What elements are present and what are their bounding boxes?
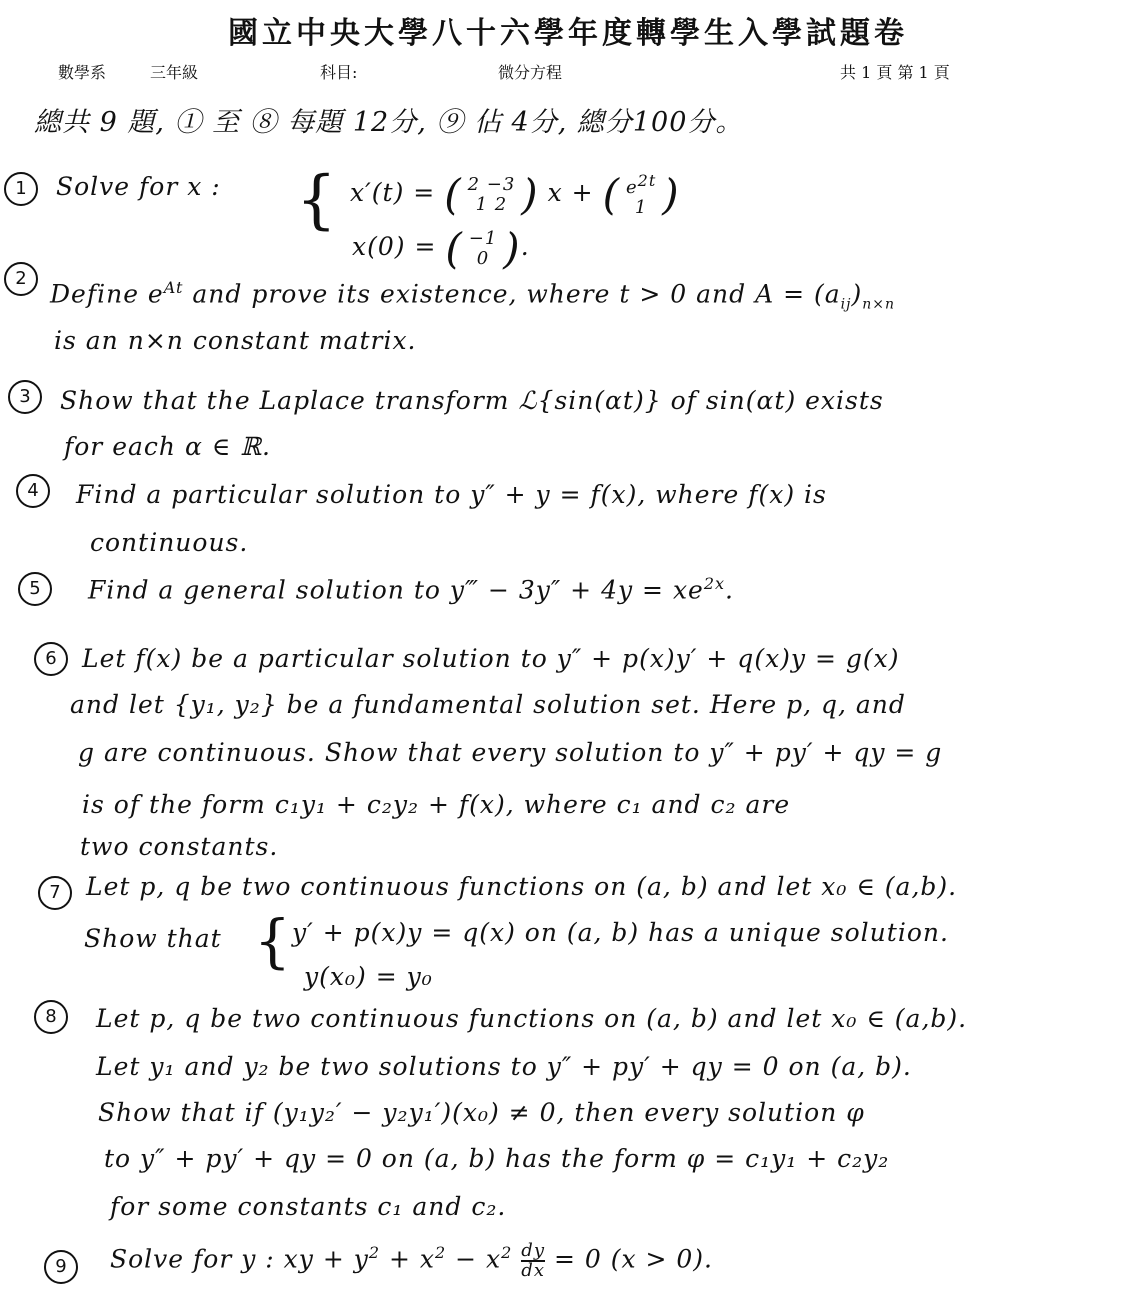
q7-line-2: y′ + p(x)y = q(x) on (a, b) has a unique solution. [292,918,949,947]
q7-line-3: y(x₀) = y₀ [304,962,433,991]
question-number-2: 2 [4,262,38,296]
q9-frac-denominator: dx [521,1260,545,1281]
q9-line-1 [110,1242,713,1280]
q8-line-1: Let p, q be two continuous functions on (a, b) and let x₀ ∈ (a,b). [96,1004,968,1033]
q8-line-5: for some constants c₁ and c₂. [110,1192,507,1221]
q1-eq1-mid: x + [547,178,594,207]
q1-init-row-1: −1 [468,227,498,249]
q9-frac-numerator: dy [521,1240,545,1261]
q9-text-a: Solve for y : xy + y [110,1244,369,1274]
q6-line-3: g are continuous. Show that every solution to y″ + py′ + qy = g [78,738,943,767]
q3-line-1: Show that the Laplace transform ℒ{sin(αt)} of sin(αt) exists [60,386,884,415]
q2-size-subscript: n×n [862,296,895,313]
grade-label: 三年級 [150,63,199,82]
q6-line-2: and let {y₁, y₂} be a fundamental solution set. Here p, q, and [70,690,906,719]
q9-text-b: + x [380,1244,436,1274]
q1-matrix-row-1: 2 −3 [467,173,516,195]
exam-title: 國立中央大學八十六學年度轉學生入學試題卷 [228,16,908,51]
q5-line-1 [88,574,734,604]
q1-matrix-row-2: 1 2 [475,193,508,215]
question-number-9: 9 [44,1250,78,1284]
q2-exponent: At [163,278,184,297]
q7-line-1: Let p, q be two continuous functions on (a, b) and let x₀ ∈ (a,b). [86,872,958,901]
q8-line-2: Let y₁ and y₂ be two solutions to y″ + py′ + qy = 0 on (a, b). [96,1052,912,1081]
q8-line-4: to y″ + py′ + qy = 0 on (a, b) has the form φ = c₁y₁ + c₂y₂ [104,1144,890,1173]
q1-equation-1: x′(t) = ( 2 −3 1 2 ) x + ( e2t 1 ) [350,170,680,219]
question-number-8: 8 [34,1000,68,1034]
q4-line-2: continuous. [90,528,249,557]
q3-line-2: for each α ∈ ℝ. [64,432,271,461]
question-number-6: 6 [34,642,68,676]
q1-matrix [468,175,516,215]
q1-vector-row-2: 1 [634,197,648,218]
q9-exp-2: 2 [435,1243,447,1263]
subject-label: 科目: [320,63,358,82]
q1-equation-2: x(0) = ( −1 0 ). [352,224,530,273]
q2-line-2: is an n×n constant matrix. [54,326,417,355]
q6-line-5: two constants. [80,832,279,861]
q1-vector-row-1: e [625,177,638,198]
q2-line-1 [50,278,895,312]
q1-eq1-lhs: x′(t) = [350,178,436,207]
q9-text-d: = 0 (x > 0). [545,1244,713,1274]
instructions: 總共 9 題, ① 至 ⑧ 每題 12分, ⑨ 佔 4分, 總分100分。 [34,107,744,138]
q1-eq2-lhs: x(0) = [352,232,437,261]
q2-text-a: Define e [50,279,164,309]
q9-exp-3: 2 [501,1243,513,1263]
q4-line-1: Find a particular solution to y″ + y = f(x), where f(x) is [76,480,827,509]
question-number-5: 5 [18,572,52,606]
question-number-1: 1 [4,172,38,206]
q2-text-c: ) [851,279,863,309]
q5-exponent: 2x [703,574,726,593]
q1-brace: { [296,163,337,237]
subject-name: 微分方程 [498,63,563,82]
q9-exp-1: 2 [368,1243,381,1263]
q9-text-c: − x [446,1244,502,1274]
q2-subscript: ij [840,296,852,313]
question-number-7: 7 [38,876,72,910]
question-number-4: 4 [16,474,50,508]
q5-text: Find a general solution to y‴ − 3y″ + 4y = xe [88,575,704,605]
q2-text-b: and prove its existence, where t > 0 and A = (a [183,279,841,309]
department-label: 數學系 [58,63,107,82]
q1-init-row-2: 0 [476,247,490,269]
q6-line-4: is of the form c₁y₁ + c₂y₂ + f(x), where c₁ and c₂ are [82,790,791,819]
q8-line-3: Show that if (y₁y₂′ − y₂y₁′)(x₀) ≠ 0, then every solution φ [98,1098,865,1127]
q1-initial-vector [469,229,498,269]
q7-brace: { [254,907,291,975]
q1-vector-exponent: 2t [637,171,657,190]
q9-derivative [521,1242,545,1280]
q6-line-1: Let f(x) be a particular solution to y″ + p(x)y′ + q(x)y = g(x) [82,644,900,673]
q1-vector [626,171,656,218]
q7-line-2-prefix: Show that [84,924,222,953]
page-info: 共 1 頁 第 1 頁 [840,63,950,82]
q1-prefix: Solve for x : [56,172,221,201]
question-number-3: 3 [8,380,42,414]
q5-end: . [725,575,734,605]
